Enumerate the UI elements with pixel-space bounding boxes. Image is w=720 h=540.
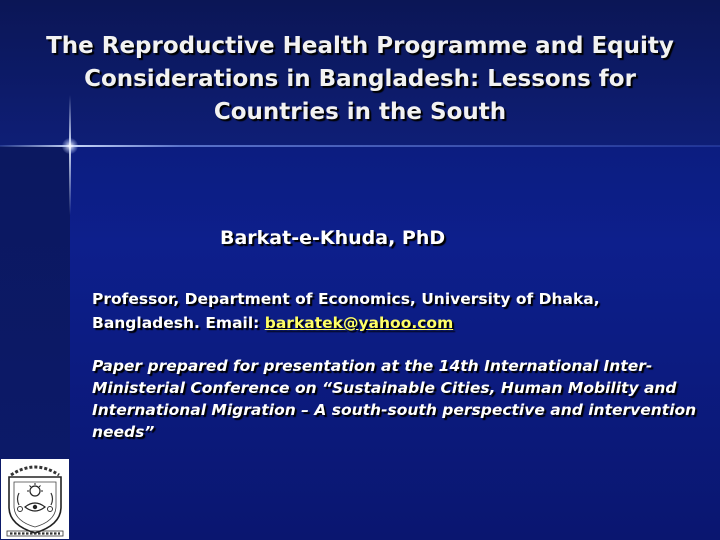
author-name: Barkat-e-Khuda, PhD bbox=[220, 227, 446, 249]
paper-note: Paper prepared for presentation at the 14th International Inter-Ministerial Conference on “Sustainable Cities, Human Mobility and International Migration – A south-south perspective and intervention needs” bbox=[92, 357, 697, 441]
university-of-dhaka-seal-icon bbox=[1, 459, 69, 539]
affiliation-text: Professor, Department of Economics, University of Dhaka, Bangladesh. Email: bbox=[92, 290, 600, 332]
email-link[interactable]: barkatek@yahoo.com bbox=[264, 314, 454, 332]
slide-title: The Reproductive Health Programme and Equity Considerations in Bangladesh: Lessons for Countries in the South bbox=[46, 33, 674, 125]
star-flare-icon bbox=[62, 138, 78, 154]
horizontal-accent-line bbox=[0, 145, 720, 147]
author-affiliation bbox=[92, 287, 707, 335]
